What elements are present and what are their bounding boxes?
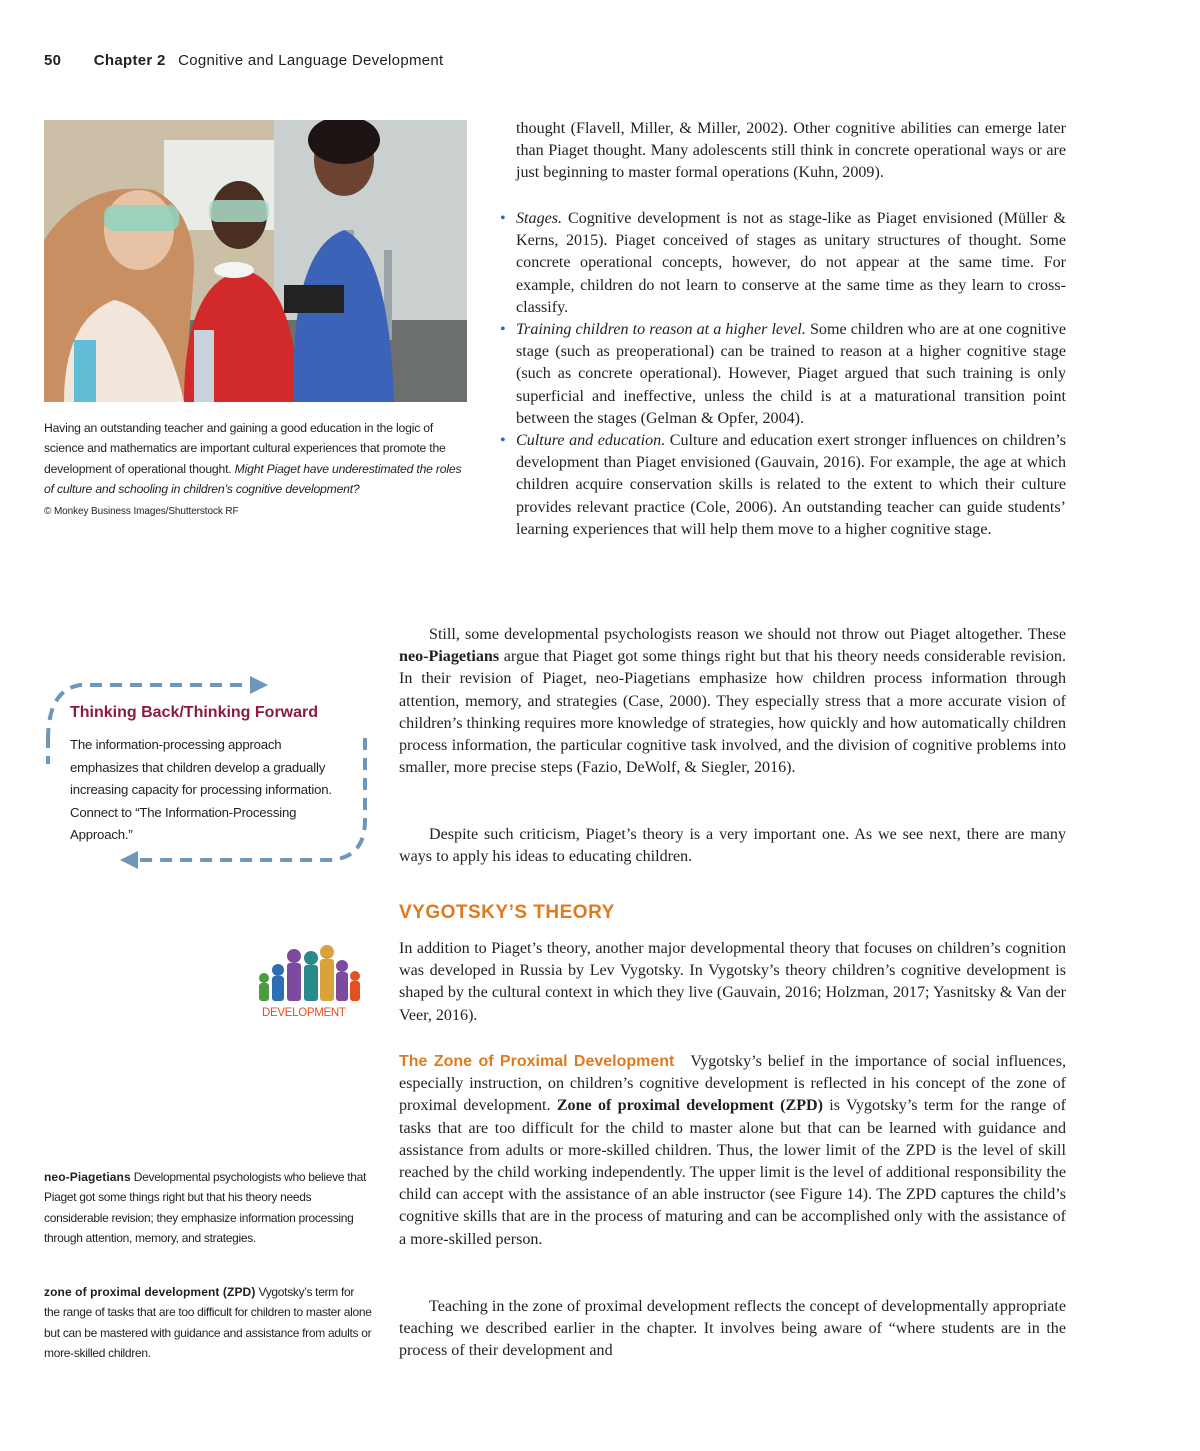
bullet-text: Cognitive development is not as stage-like as Piaget envisioned (Müller & Kerns, 2015). Piaget conceived of stages as unitary structures of thought. Some concrete operational concepts, however, do not appear at the same time. For example, children do not learn to conserve at the same time as they learn to cross-classify. [516, 210, 1066, 316]
development-label: DEVELOPMENT [262, 1007, 346, 1019]
glossary-entry-zpd [44, 1282, 372, 1363]
photo-caption [44, 418, 470, 522]
glossary-term: neo-Piagetians [44, 1170, 131, 1184]
glossary-term: zone of proximal development (ZPD) [44, 1285, 256, 1299]
bullet-item [498, 208, 1066, 319]
para-text: is Vygotsky’s term for the range of tasks that are too difficult for the child to master alone but that can be learned with guidance and assistance from adults or more-skilled children. Thus, the lower limit of the ZPD is the level of skill reached by the child working independently. The upper limit is the level of additional responsibility the child can accept with the assistance of an able instructor (see Figure 14). The ZPD captures the child’s cognitive skills that are in the process of maturing and can be accomplished only with the assistance of a more-skilled person. [399, 1097, 1066, 1248]
caption-question: Might Piaget have underestimated the roles of culture and schooling in children’s cognitive development? [44, 461, 462, 497]
key-term: Zone of proximal development (ZPD) [556, 1097, 824, 1115]
photo-credit: © Monkey Business Images/Shutterstock RF [44, 505, 239, 517]
thinking-back-forward-box [40, 670, 380, 870]
running-head [44, 52, 444, 69]
despite-paragraph [399, 824, 1066, 868]
para-text: Vygotsky’s belief in the importance of social influences, especially instruction, on children’s cognitive development is reflected in his concept of the zone of proximal development. [399, 1053, 1066, 1115]
chapter-title: Cognitive and Language Development [178, 52, 444, 69]
section-heading: VYGOTSKY’S THEORY [399, 902, 615, 923]
para-text: argue that Piaget got some things right but that his theory needs considerable revision. In their revision of Piaget, neo-Piagetians emphasize how children process information through attention, memory, and strategies (Case, 2000). They especially stress that a more accurate vision of children’s thinking requires more knowledge of strategies, how quickly and how automatically children process information, the particular cognitive task involved, and the division of cognitive problems into smaller, more precise steps (Fazio, DeWolf, & Siegler, 2016). [399, 648, 1066, 777]
para-text: Despite such criticism, Piaget’s theory is a very important one. As we see next, there are many ways to apply his ideas to educating children. [399, 826, 1066, 866]
people-silhouettes [259, 945, 360, 1001]
glossary-entry-neo-piagetians [44, 1167, 372, 1248]
bullet-lead: Culture and education. [516, 432, 666, 450]
key-term: neo-Piagetians [399, 648, 500, 666]
bullet-item [498, 430, 1066, 541]
para-text: Teaching in the zone of proximal development reflects the concept of developmentally appropriate teaching we described earlier in the chapter. It involves being aware of “where students are in the process of their development and [399, 1298, 1066, 1360]
vygotsky-intro-paragraph [399, 938, 1066, 1027]
bullet-item [498, 319, 1066, 430]
page-number: 50 [44, 52, 62, 69]
continuation-paragraph [516, 118, 1066, 185]
classroom-lab-photo [44, 120, 467, 402]
chapter-label: Chapter 2 [93, 52, 166, 69]
bullet-text: Some children who are at one cognitive stage (such as preoperational) can be trained to reason at a higher cognitive stage (such as concrete operational). However, Piaget argued that such training is only superficial and ineffective, unless the child is at a maturational transition point between the stages (Gelman & Opfer, 2004). [516, 321, 1066, 427]
zpd-paragraph [399, 1051, 1066, 1251]
thinking-box-title: Thinking Back/Thinking Forward [70, 704, 319, 721]
glossary-definition: Vygotsky’s term for the range of tasks that are too difficult for children to master alone but can be mastered with guidance and assistance from adults or more-skilled children. [44, 1285, 372, 1360]
para-text: Still, some developmental psychologists reason we should not throw out Piaget altogether. These [429, 626, 1066, 643]
zpd-subheading: The Zone of Proximal Development [399, 1053, 675, 1070]
neo-piagetians-paragraph [399, 624, 1066, 779]
teaching-paragraph [399, 1296, 1066, 1363]
bullet-text: Culture and education exert stronger influences on children’s development than Piaget envisioned (Gauvain, 2016). For example, the age at which children acquire conservation skills is related to the extent to which their culture provides relevant practice (Cole, 2006). An outstanding teacher can guide students’ learning experiences that will help them move to a higher cognitive stage. [516, 432, 1066, 538]
thinking-box-body: The information-processing approach emphasizes that children develop a gradually increasing capacity for processing information. Connect to “The Information-Processing Approach.” [70, 737, 332, 842]
bullet-lead: Stages. [516, 210, 563, 227]
bullet-lead: Training children to reason at a higher level. [516, 321, 806, 339]
caption-main: Having an outstanding teacher and gaining a good education in the logic of science and mathematics are important cultural experiences that promote the development of operational thought. [44, 421, 446, 476]
glossary-definition: Developmental psychologists who believe that Piaget got some things right but that his theory needs considerable revision; they emphasize information processing through attention, memory, and strategies. [44, 1170, 367, 1245]
continuation-text: thought (Flavell, Miller, & Miller, 2002). Other cognitive abilities can emerge later than Piaget thought. Many adolescents still think in concrete operational ways or are just beginning to master formal operations (Kuhn, 2009). [516, 120, 1066, 182]
criticism-bullet-list [498, 208, 1066, 541]
para-text: In addition to Piaget’s theory, another major developmental theory that focuses on children’s cognition was developed in Russia by Lev Vygotsky. In Vygotsky’s theory children’s cognitive development is shaped by the cultural context in which they live (Gauvain, 2016; Holzman, 2017; Yasnitsky & Van der Veer, 2016). [399, 940, 1066, 1024]
